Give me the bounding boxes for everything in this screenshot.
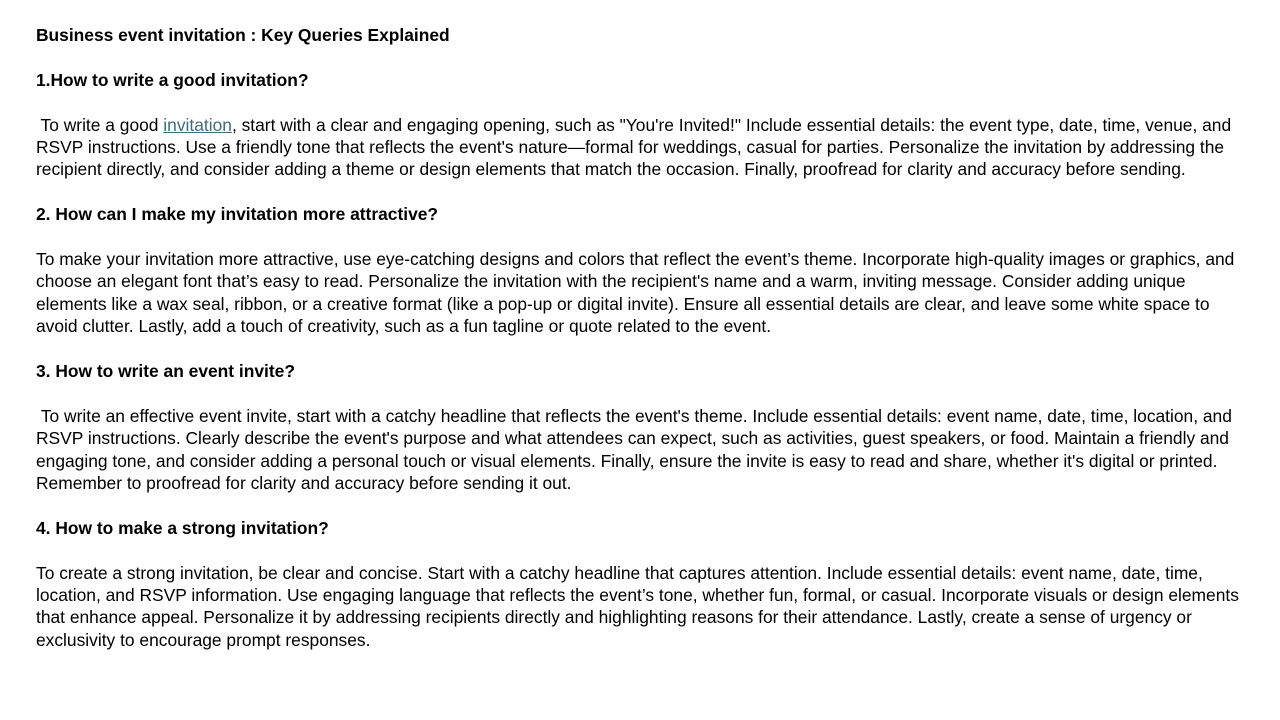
answer-paragraph-3: To write an effective event invite, start with a catchy headline that reflects the event's theme. Include essential details: event name, date, time, location, and RSVP instructions. Clearly describe the event's purpose and what attendees can expect, such as activities, guest speakers, or food. Maintain a friendly and engaging tone, and consider adding a personal touch or visual elements. Finally, ensure the invite is easy to read and share, whether it's digital or printed. Remember to proofread for clarity and accuracy before sending it out. <box>36 405 1237 494</box>
spacer <box>36 226 1246 248</box>
spacer <box>36 46 1246 68</box>
spacer <box>36 539 1246 561</box>
answer-paragraph-2: To make your invitation more attractive, use eye-catching designs and colors that reflect the event’s theme. Incorporate high-quality images or graphics, and choose an elegant font that’s easy to read. Personalize the invitation with the recipient's name and a warm, inviting message. Consider adding unique elements like a wax seal, ribbon, or a creative format (like a pop-up or digital invite). Ensure all essential details are clear, and leave some white space to avoid clutter. Lastly, add a touch of creativity, such as a fun tagline or quote related to the event. <box>36 248 1235 337</box>
spacer <box>36 382 1246 404</box>
spacer <box>36 338 1246 360</box>
spacer <box>36 494 1246 516</box>
invitation-link[interactable]: invitation <box>163 114 232 135</box>
answer-paragraph-1 <box>36 114 1246 181</box>
answer-1-lead-text: To write a good <box>36 114 164 135</box>
page-title: Business event invitation : Key Queries Explained <box>36 25 450 45</box>
question-heading-1: 1.How to write a good invitation? <box>36 69 309 90</box>
question-heading-3: 3. How to write an event invite? <box>36 361 295 381</box>
spacer <box>36 181 1246 203</box>
answer-paragraph-4: To create a strong invitation, be clear and concise. Start with a catchy headline that captures attention. Include essential details: event name, date, time, location, and RSVP information. Use engaging language that reflects the event’s tone, whether fun, formal, or casual. Incorporate visuals or design elements that enhance appeal. Personalize it by addressing recipients directly and highlighting reasons for their attendance. Lastly, create a sense of urgency or exclusivity to encourage prompt responses. <box>36 562 1239 650</box>
spacer <box>36 91 1246 113</box>
document-body <box>36 24 1246 651</box>
question-heading-2: 2. How can I make my invitation more attractive? <box>36 204 439 225</box>
question-heading-4: 4. How to make a strong invitation? <box>36 517 329 538</box>
answer-1-rest-text: , start with a clear and engaging opening, such as "You're Invited!" Include essential details: the event type, date, time, venue, and RSVP instructions. Use a friendly tone that reflects the event's nature—formal for weddings, casual for parties. Personalize the invitation by addressing the recipient directly, and consider adding a theme or design elements that match the occasion. Finally, proofread for clarity and accuracy before sending. <box>36 114 1232 180</box>
